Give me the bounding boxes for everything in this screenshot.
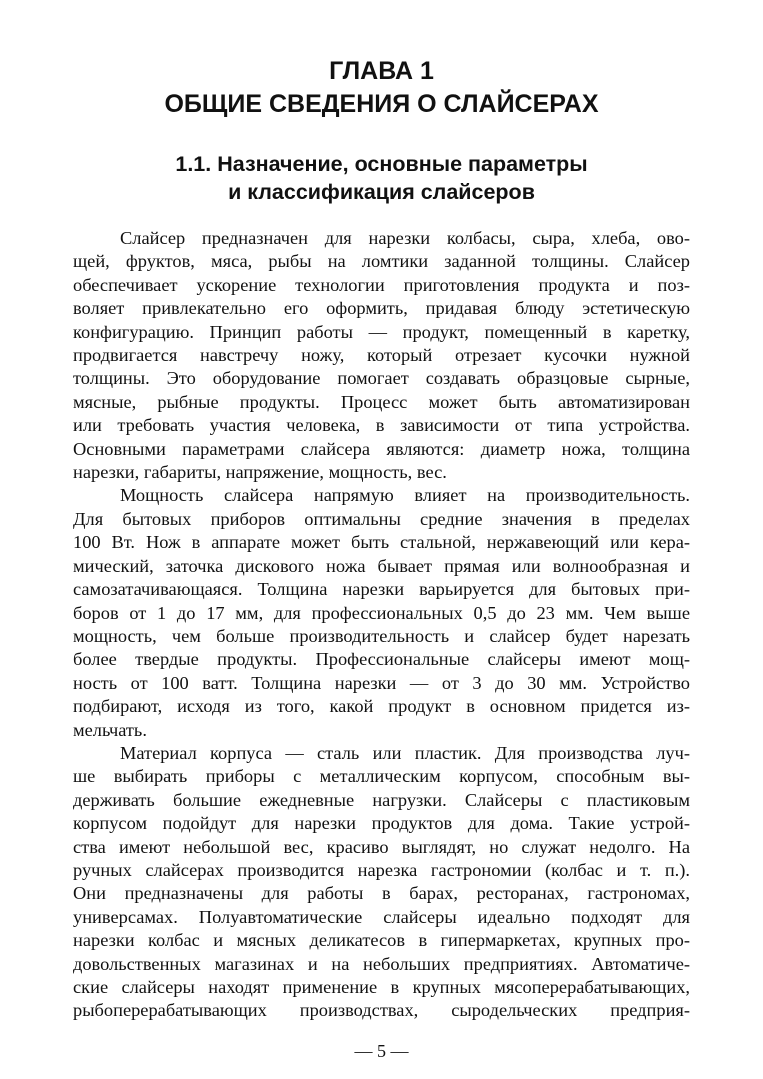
page-number: — 5 — [354, 1041, 409, 1061]
text-line: более твердые продукты. Профессиональные слайсеры имеют мощ- [73, 649, 690, 670]
text-line: продвигается навстречу ножу, который отрезает кусочки нужной [73, 345, 690, 366]
body-text [73, 227, 690, 1023]
text-line: нарезки, габариты, напряжение, мощность, вес. [73, 462, 447, 483]
text-line: мясные, рыбные продукты. Процесс может быть автоматизирован [73, 391, 690, 412]
text-line: корпусом подойдут для нарезки продуктов для дома. Такие устрой- [73, 813, 690, 834]
text-line: держивать большие ежедневные нагрузки. Слайсеры с пластиковым [73, 789, 690, 810]
paragraph-2 [73, 484, 690, 741]
paragraph-3 [73, 742, 690, 1023]
text-line: Мощность слайсера напрямую влияет на производительность. [120, 485, 690, 506]
text-line: щей, фруктов, мяса, рыбы на ломтики заданной толщины. Слайсер [73, 251, 690, 272]
chapter-number: ГЛАВА 1 [329, 57, 434, 85]
text-line: ручных слайсерах производится нарезка гастрономии (колбас и т. п.). [73, 859, 690, 880]
section-title-line-1: 1.1. Назначение, основные параметры [175, 152, 588, 176]
text-line: мощность, чем больше производительность и слайсер будет нарезать [73, 625, 690, 646]
text-line: довольственных магазинах и на небольших предприятиях. Автоматиче- [73, 953, 690, 974]
text-line: подбирают, исходя из того, какой продукт в основном придется из- [73, 696, 690, 717]
text-line: ские слайсеры находят применение в крупных мясоперерабатывающих, [73, 977, 690, 997]
section-heading [73, 150, 690, 206]
text-line: ше выбирать приборы с металлическим корпусом, способным вы- [73, 766, 690, 787]
text-line: ства имеют небольшой вес, красиво выглядят, но служат недолго. На [73, 836, 690, 857]
text-line: нарезки колбас и мясных деликатесов в гипермаркетах, крупных про- [73, 930, 690, 951]
page-content [73, 55, 690, 1023]
text-line: Материал корпуса — сталь или пластик. Для производства луч- [120, 742, 690, 763]
text-line: универсамах. Полуавтоматические слайсеры идеально подходят для [73, 906, 690, 927]
paragraph-1 [73, 227, 690, 484]
text-line: воляет привлекательно его оформить, придавая блюду эстетическую [73, 298, 690, 319]
text-line: Для бытовых приборов оптимальны средние значения в пределах [73, 508, 690, 529]
text-line: 100 Вт. Нож в аппарате может быть стальной, нержавеющий или кера- [73, 532, 690, 553]
chapter-title: ОБЩИЕ СВЕДЕНИЯ О СЛАЙСЕРАХ [164, 90, 599, 118]
text-line: мельчать. [73, 719, 147, 740]
text-line: Слайсер предназначен для нарезки колбасы, сыра, хлеба, ово- [120, 228, 690, 248]
text-line: ность от 100 ватт. Толщина нарезки — от 3 до 30 мм. Устройство [73, 672, 690, 693]
text-line: боров от 1 до 17 мм, для профессиональных 0,5 до 23 мм. Чем выше [73, 602, 690, 623]
text-line: или требовать участия человека, в зависимости от типа устройства. [73, 415, 690, 436]
text-line: рыбоперерабатывающих производствах, сыродельческих предприя- [73, 1000, 690, 1021]
text-line: обеспечивает ускорение технологии приготовления продукта и поз- [73, 274, 690, 295]
chapter-heading [73, 55, 690, 121]
text-line: конфигурацию. Принцип работы — продукт, помещенный в каретку, [73, 321, 690, 342]
section-title-line-2: и классификация слайсеров [228, 180, 535, 204]
text-line: Они предназначены для работы в барах, ресторанах, гастрономах, [73, 883, 690, 904]
text-line: самозатачивающаяся. Толщина нарезки варьируется для бытовых при- [73, 579, 690, 600]
text-line: мический, заточка дискового ножа бывает прямая или волнообразная и [73, 555, 690, 576]
text-line: толщины. Это оборудование помогает создавать образцовые сырные, [73, 368, 690, 389]
text-line: Основными параметрами слайсера являются: диаметр ножа, толщина [73, 438, 690, 459]
